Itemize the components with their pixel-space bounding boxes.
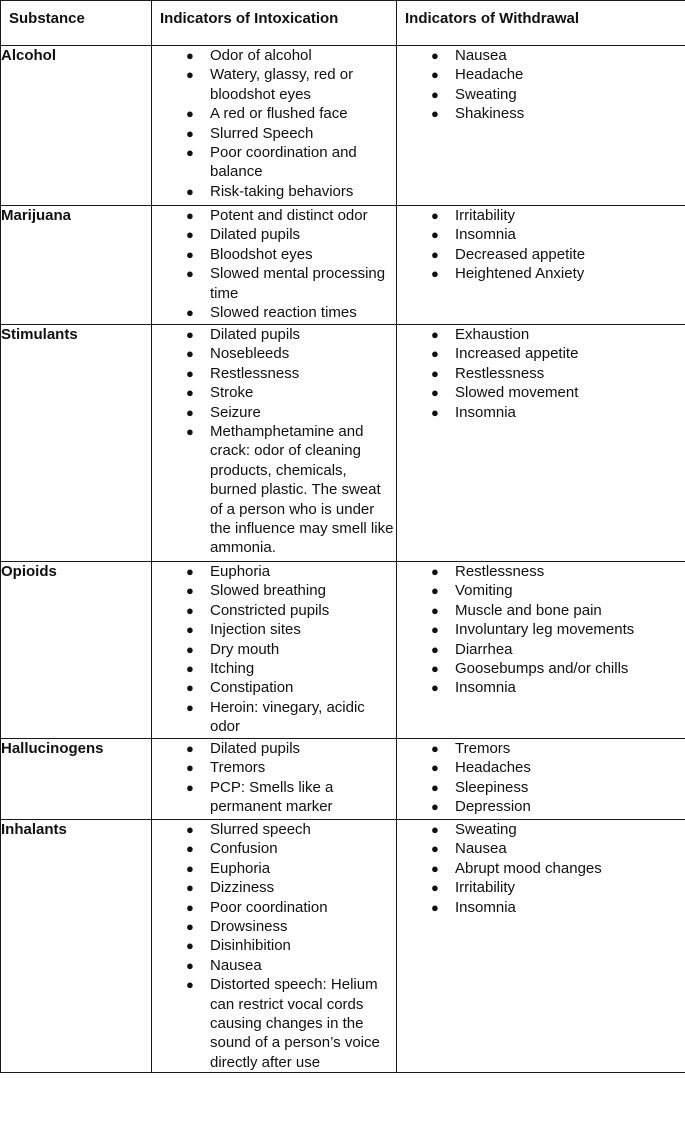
bullet-icon: ● [186, 346, 194, 362]
list-item [397, 206, 685, 225]
list-item [152, 640, 396, 659]
list-item-text: Restlessness [455, 364, 545, 382]
list-item [397, 325, 685, 344]
bullet-icon: ● [186, 977, 194, 993]
bullet-icon: ● [186, 106, 194, 122]
list-item-text: Sweating [455, 821, 517, 838]
bullet-icon: ● [186, 860, 194, 876]
bullet-icon: ● [186, 919, 194, 935]
list-item [397, 46, 685, 65]
bullet-icon: ● [186, 699, 194, 715]
bullet-icon: ● [431, 641, 439, 657]
list-item-text: Involuntary leg movements [455, 621, 635, 639]
list-item [152, 325, 396, 344]
list-item [397, 659, 685, 678]
bullet-icon: ● [431, 266, 439, 282]
list-item [397, 403, 685, 422]
list-item [152, 839, 396, 858]
bullet-icon: ● [431, 327, 439, 342]
substance-name-cell: Marijuana [1, 206, 152, 325]
bullet-icon: ● [431, 48, 439, 63]
list-item [152, 383, 396, 402]
bullet-icon: ● [186, 899, 194, 915]
bullet-icon: ● [186, 125, 194, 141]
substance-name-cell: Hallucinogens [1, 739, 152, 820]
list-item [152, 562, 396, 581]
bullet-icon: ● [431, 622, 439, 638]
intoxication-cell [152, 562, 397, 739]
intoxication-cell [152, 739, 397, 820]
list-item [152, 422, 396, 558]
list-item-text: Watery, glassy, red or bloodshot eyes [210, 66, 354, 103]
bullet-icon: ● [431, 760, 439, 776]
table-row [1, 739, 685, 820]
bullet-icon: ● [186, 680, 194, 696]
bullet-icon: ● [186, 938, 194, 954]
list-item-text: Stroke [210, 384, 254, 402]
bullet-icon: ● [431, 365, 439, 381]
substance-name-cell: Inhalants [1, 820, 152, 1073]
table-row [1, 820, 685, 1073]
list-item [152, 936, 396, 955]
bullet-icon: ● [186, 880, 194, 896]
bullet-icon: ● [186, 305, 194, 321]
list-item-text: Dilated pupils [210, 226, 301, 244]
list-item [152, 601, 396, 620]
list-item [152, 225, 396, 244]
intoxication-list [152, 739, 396, 817]
withdrawal-list [397, 325, 685, 422]
intoxication-list [152, 562, 396, 737]
list-item-text: Headaches [455, 759, 531, 777]
list-item [397, 344, 685, 363]
list-item-text: Muscle and bone pain [455, 601, 602, 619]
list-item-text: Euphoria [210, 563, 271, 580]
bullet-icon: ● [186, 779, 194, 795]
list-item-text: Odor of alcohol [210, 47, 312, 64]
intoxication-cell [152, 325, 397, 562]
list-item [397, 859, 685, 878]
list-item-text: Heroin: vinegary, acidic odor [210, 698, 365, 736]
list-item-text: Distorted speech: Helium can restrict vocal cords causing changes in the sound of a person’s voice directly after use [210, 976, 380, 1071]
list-item-text: Irritability [455, 207, 516, 224]
bullet-icon: ● [186, 564, 194, 579]
list-item-text: Potent and distinct odor [210, 207, 368, 224]
list-item-text: Slowed breathing [210, 582, 326, 600]
bullet-icon: ● [431, 880, 439, 896]
list-item [152, 758, 396, 777]
list-item-text: Restlessness [210, 364, 300, 382]
list-item-text: Drowsiness [210, 918, 288, 936]
withdrawal-cell [397, 820, 685, 1073]
list-item [397, 245, 685, 264]
list-item [397, 678, 685, 697]
list-item-text: Risk-taking behaviors [210, 182, 354, 200]
withdrawal-list [397, 46, 685, 124]
list-item [152, 344, 396, 363]
bullet-icon: ● [186, 622, 194, 638]
list-item [397, 85, 685, 104]
list-item [152, 778, 396, 817]
list-item-text: Headache [455, 66, 524, 84]
list-item-text: Sweating [455, 85, 517, 103]
list-item [152, 364, 396, 383]
list-item-text: Nausea [210, 956, 262, 974]
substance-name-cell: Alcohol [1, 46, 152, 206]
substance-name-cell: Stimulants [1, 325, 152, 562]
list-item-text: Insomnia [455, 226, 516, 244]
list-item [397, 364, 685, 383]
bullet-icon: ● [431, 208, 439, 223]
list-item [397, 778, 685, 797]
bullet-icon: ● [431, 583, 439, 599]
bullet-icon: ● [431, 799, 439, 815]
bullet-icon: ● [186, 641, 194, 657]
list-item [397, 898, 685, 917]
bullet-icon: ● [186, 583, 194, 599]
list-item [397, 739, 685, 758]
bullet-icon: ● [186, 602, 194, 618]
withdrawal-cell [397, 46, 685, 206]
list-item-text: Abrupt mood changes [455, 859, 602, 877]
list-item [397, 820, 685, 839]
list-item [397, 104, 685, 123]
list-item-text: Dilated pupils [210, 740, 301, 757]
list-item-text: Insomnia [455, 898, 516, 916]
bullet-icon: ● [186, 246, 194, 262]
bullet-icon: ● [186, 145, 194, 161]
list-item-text: Slowed movement [455, 384, 579, 402]
list-item [397, 65, 685, 84]
list-item [152, 143, 396, 182]
list-item-text: Slurred Speech [210, 124, 314, 142]
bullet-icon: ● [431, 822, 439, 837]
header-intoxication: Indicators of Intoxication [152, 1, 397, 46]
bullet-icon: ● [186, 661, 194, 677]
bullet-icon: ● [431, 602, 439, 618]
bullet-icon: ● [186, 404, 194, 420]
bullet-icon: ● [431, 67, 439, 83]
list-item-text: Increased appetite [455, 345, 579, 363]
list-item [152, 206, 396, 225]
list-item [397, 562, 685, 581]
list-item-text: Heightened Anxiety [455, 265, 585, 283]
list-item-text: Diarrhea [455, 640, 513, 658]
list-item [152, 917, 396, 936]
list-item-text: Disinhibition [210, 937, 291, 955]
list-item [152, 659, 396, 678]
list-item-text: Decreased appetite [455, 245, 586, 263]
bullet-icon: ● [186, 760, 194, 776]
bullet-icon: ● [431, 564, 439, 579]
bullet-icon: ● [186, 208, 194, 223]
list-item-text: Methamphetamine and crack: odor of cleaning products, chemicals, burned plastic. The sweat of a person who is under the influence may smell like ammonia. [210, 423, 394, 557]
list-item-text: Slurred speech [210, 821, 311, 838]
list-item-text: Dilated pupils [210, 326, 301, 343]
list-item-text: PCP: Smells like a permanent marker [210, 778, 334, 816]
list-item-text: Depression [455, 798, 531, 816]
list-item [152, 878, 396, 897]
list-item [152, 739, 396, 758]
bullet-icon: ● [431, 404, 439, 420]
intoxication-cell [152, 206, 397, 325]
list-item-text: Bloodshot eyes [210, 245, 313, 263]
intoxication-list [152, 206, 396, 322]
list-item-text: Itching [210, 660, 255, 678]
list-item-text: Shakiness [455, 105, 525, 123]
bullet-icon: ● [186, 67, 194, 83]
list-item [152, 245, 396, 264]
list-item-text: A red or flushed face [210, 105, 348, 123]
list-item [397, 264, 685, 283]
withdrawal-list [397, 562, 685, 698]
list-item [152, 303, 396, 322]
bullet-icon: ● [186, 424, 194, 440]
list-item [152, 65, 396, 104]
withdrawal-cell [397, 562, 685, 739]
list-item [152, 975, 396, 1072]
header-withdrawal: Indicators of Withdrawal [397, 1, 685, 46]
list-item-text: Constricted pupils [210, 601, 330, 619]
list-item [152, 820, 396, 839]
list-item [152, 898, 396, 917]
bullet-icon: ● [431, 841, 439, 857]
bullet-icon: ● [431, 227, 439, 243]
table-row [1, 206, 685, 325]
withdrawal-cell [397, 739, 685, 820]
list-item [397, 758, 685, 777]
list-item-text: Dry mouth [210, 640, 280, 658]
list-item [397, 839, 685, 858]
list-item [397, 225, 685, 244]
list-item [152, 678, 396, 697]
intoxication-list [152, 46, 396, 201]
list-item [397, 581, 685, 600]
list-item-text: Nosebleeds [210, 345, 290, 363]
list-item-text: Exhaustion [455, 326, 530, 343]
list-item [152, 403, 396, 422]
bullet-icon: ● [431, 860, 439, 876]
list-item-text: Poor coordination [210, 898, 328, 916]
substance-name-cell: Opioids [1, 562, 152, 739]
list-item [397, 620, 685, 639]
list-item-text: Insomnia [455, 679, 516, 697]
withdrawal-list [397, 206, 685, 284]
bullet-icon: ● [431, 246, 439, 262]
list-item-text: Poor coordination and balance [210, 144, 357, 181]
list-item [152, 698, 396, 737]
list-item-text: Sleepiness [455, 778, 529, 796]
table-body [1, 46, 685, 1073]
list-item [152, 124, 396, 143]
list-item-text: Tremors [455, 740, 511, 757]
withdrawal-cell [397, 206, 685, 325]
list-item [397, 640, 685, 659]
list-item-text: Injection sites [210, 621, 301, 639]
withdrawal-list [397, 739, 685, 817]
list-item-text: Nausea [455, 840, 507, 858]
bullet-icon: ● [431, 661, 439, 677]
bullet-icon: ● [186, 227, 194, 243]
bullet-icon: ● [186, 48, 194, 63]
withdrawal-list [397, 820, 685, 917]
bullet-icon: ● [431, 680, 439, 696]
bullet-icon: ● [431, 385, 439, 401]
list-item [152, 581, 396, 600]
list-item-text: Nausea [455, 47, 507, 64]
intoxication-list [152, 325, 396, 558]
bullet-icon: ● [186, 365, 194, 381]
bullet-icon: ● [186, 741, 194, 756]
intoxication-list [152, 820, 396, 1072]
list-item-text: Irritability [455, 879, 516, 897]
list-item [152, 182, 396, 201]
bullet-icon: ● [431, 899, 439, 915]
withdrawal-cell [397, 325, 685, 562]
list-item [397, 797, 685, 816]
list-item [152, 620, 396, 639]
list-item-text: Constipation [210, 679, 294, 697]
list-item [152, 956, 396, 975]
bullet-icon: ● [431, 741, 439, 756]
list-item-text: Restlessness [455, 563, 545, 580]
bullet-icon: ● [186, 327, 194, 342]
table-row [1, 46, 685, 206]
list-item [397, 878, 685, 897]
bullet-icon: ● [431, 346, 439, 362]
list-item [397, 383, 685, 402]
bullet-icon: ● [186, 266, 194, 282]
table-row [1, 562, 685, 739]
list-item-text: Slowed mental processing time [210, 265, 386, 302]
list-item-text: Euphoria [210, 859, 271, 877]
list-item-text: Dizziness [210, 879, 275, 897]
list-item-text: Goosebumps and/or chills [455, 660, 629, 678]
list-item [152, 859, 396, 878]
header-substance: Substance [1, 1, 152, 46]
bullet-icon: ● [186, 385, 194, 401]
list-item-text: Confusion [210, 840, 278, 858]
bullet-icon: ● [186, 957, 194, 973]
list-item-text: Tremors [210, 759, 266, 777]
list-item-text: Slowed reaction times [210, 304, 357, 322]
bullet-icon: ● [186, 822, 194, 837]
header-row [1, 1, 685, 46]
bullet-icon: ● [431, 106, 439, 122]
list-item [152, 104, 396, 123]
list-item-text: Vomiting [455, 582, 513, 600]
intoxication-cell [152, 820, 397, 1073]
list-item-text: Insomnia [455, 403, 516, 421]
bullet-icon: ● [186, 183, 194, 199]
intoxication-cell [152, 46, 397, 206]
bullet-icon: ● [431, 86, 439, 102]
bullet-icon: ● [431, 779, 439, 795]
list-item [152, 46, 396, 65]
bullet-icon: ● [186, 841, 194, 857]
table-row [1, 325, 685, 562]
list-item [152, 264, 396, 303]
list-item [397, 601, 685, 620]
list-item-text: Seizure [210, 403, 261, 421]
